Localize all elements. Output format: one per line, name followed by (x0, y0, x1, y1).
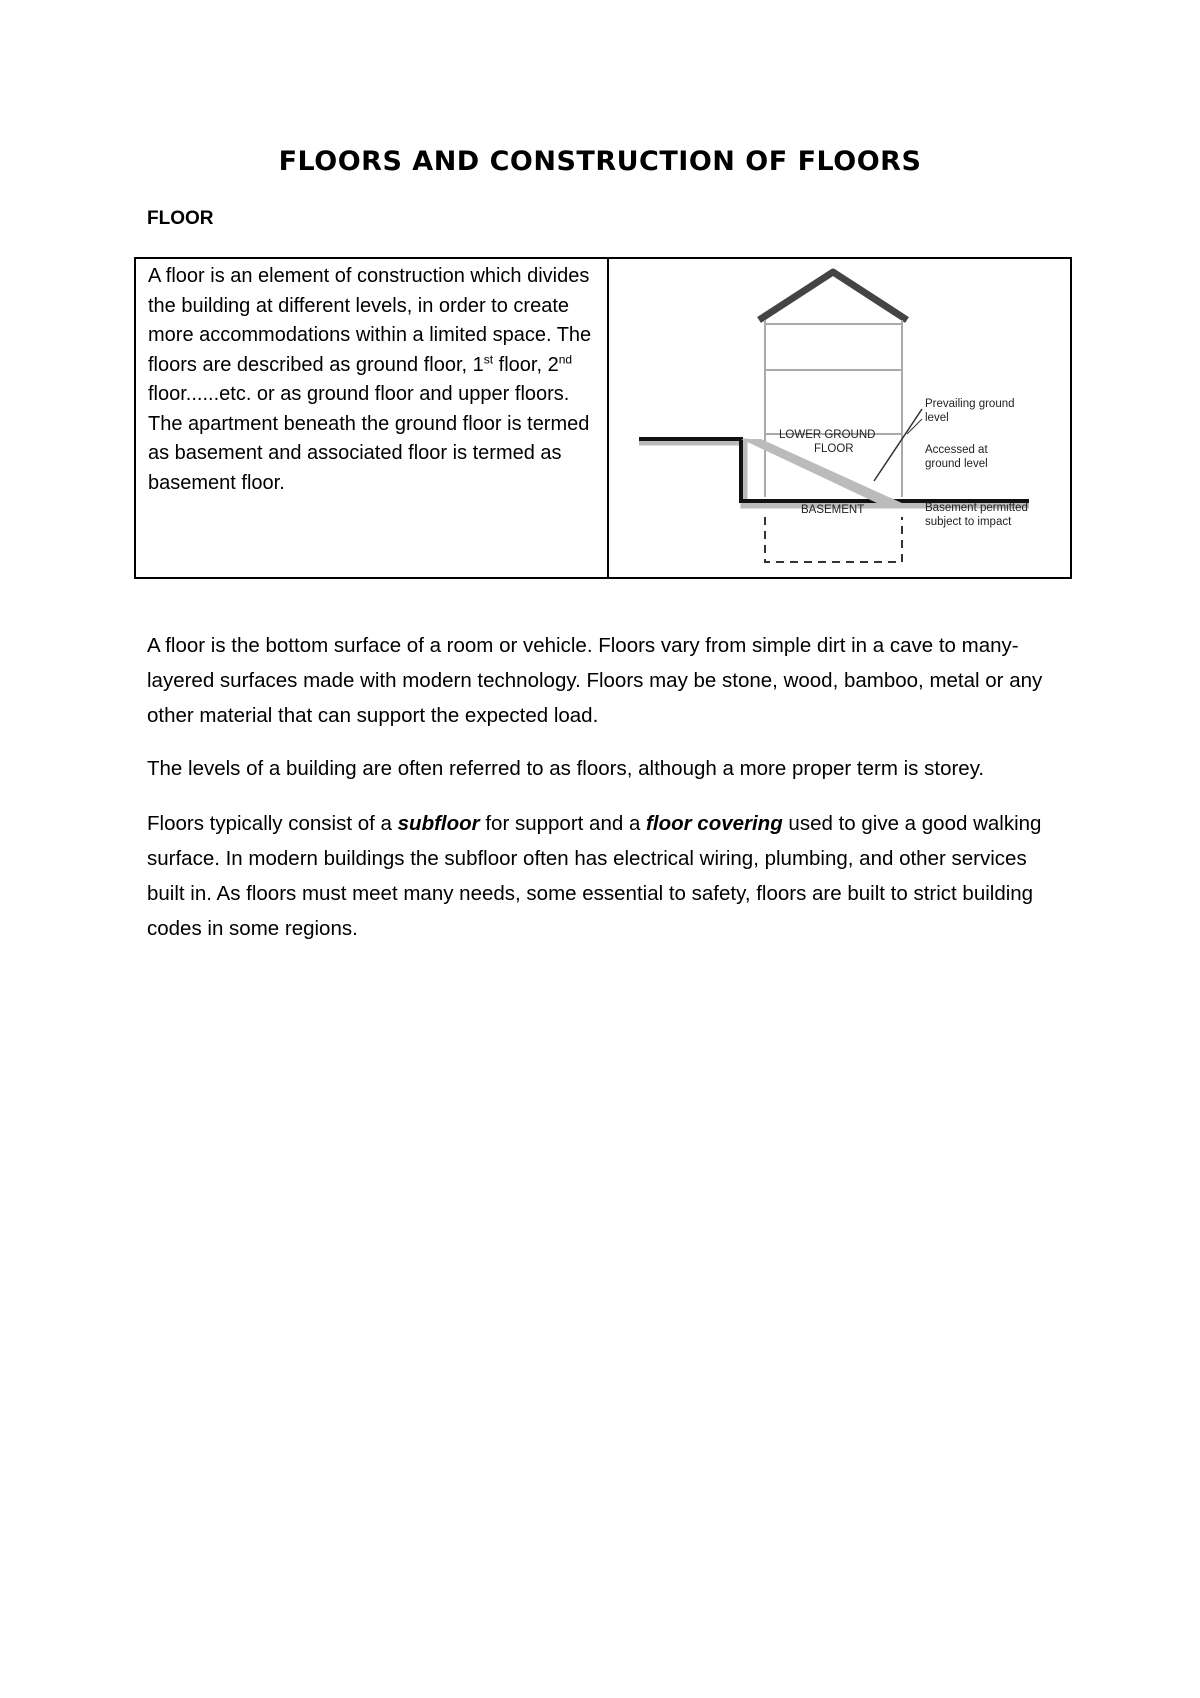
label-lower-ground-floor: FLOOR (814, 443, 854, 455)
p3-text-c: for support and a (479, 812, 647, 835)
term-floor-covering: floor covering (646, 812, 783, 835)
label-accessed-at: Accessed at (925, 444, 988, 456)
p3-text-e: used to give a good walking surface. In modern buildings the subfloor often has electrical wiring, plumbing, and other services built in. As floors must meet many needs, some essential to safety, floors are built to strict building codes in some regions. (147, 812, 1042, 940)
section-heading: FLOOR (147, 208, 214, 229)
definition-text: A floor is an element of construction which divides the building at different levels, in order to create more accommodations within a limited space. The floors are described as ground floor, 1 (148, 265, 592, 376)
building-section-diagram (609, 259, 1070, 577)
paragraph-storey: The levels of a building are often referred to as floors, although a more proper term is storey. (147, 757, 985, 780)
superscript-st: st (483, 351, 494, 366)
basement-outline (765, 517, 902, 562)
label-basement-permitted: Basement permitted (925, 502, 1028, 514)
label-ground-level: ground level (925, 458, 988, 470)
definition-text-3: floor......etc. or as ground floor and upper floors. (148, 383, 570, 405)
definition-table (134, 257, 1072, 579)
pointer-line (874, 409, 922, 481)
basement-definition-text: The apartment beneath the ground floor is termed as basement and associated floor is termed as basement floor. (148, 412, 590, 494)
superscript-nd: nd (558, 351, 573, 366)
label-subject-to-impact: subject to impact (925, 516, 1012, 528)
term-subfloor: subfloor (397, 812, 480, 835)
label-prevailing-ground: Prevailing ground (925, 398, 1015, 410)
definition-text-2: floor, 2 (493, 353, 559, 376)
label-prevailing-level: level (925, 412, 949, 424)
label-basement: BASEMENT (801, 504, 865, 516)
definition-text-cell (136, 259, 609, 577)
page-title: FLOORS AND CONSTRUCTION OF FLOORS (278, 146, 922, 177)
label-lower-ground: LOWER GROUND (779, 429, 876, 441)
paragraph-subfloor (147, 806, 1067, 946)
roof-line (759, 272, 907, 320)
figure-cell (609, 259, 1070, 577)
paragraph-floor-definition: A floor is the bottom surface of a room or vehicle. Floors vary from simple dirt in a cave to many-layered surfaces made with modern technology. Floors may be stone, wood, bamboo, metal or any other material that can support the expected load. (147, 634, 1043, 727)
p3-text-a: Floors typically consist of a (147, 812, 398, 835)
